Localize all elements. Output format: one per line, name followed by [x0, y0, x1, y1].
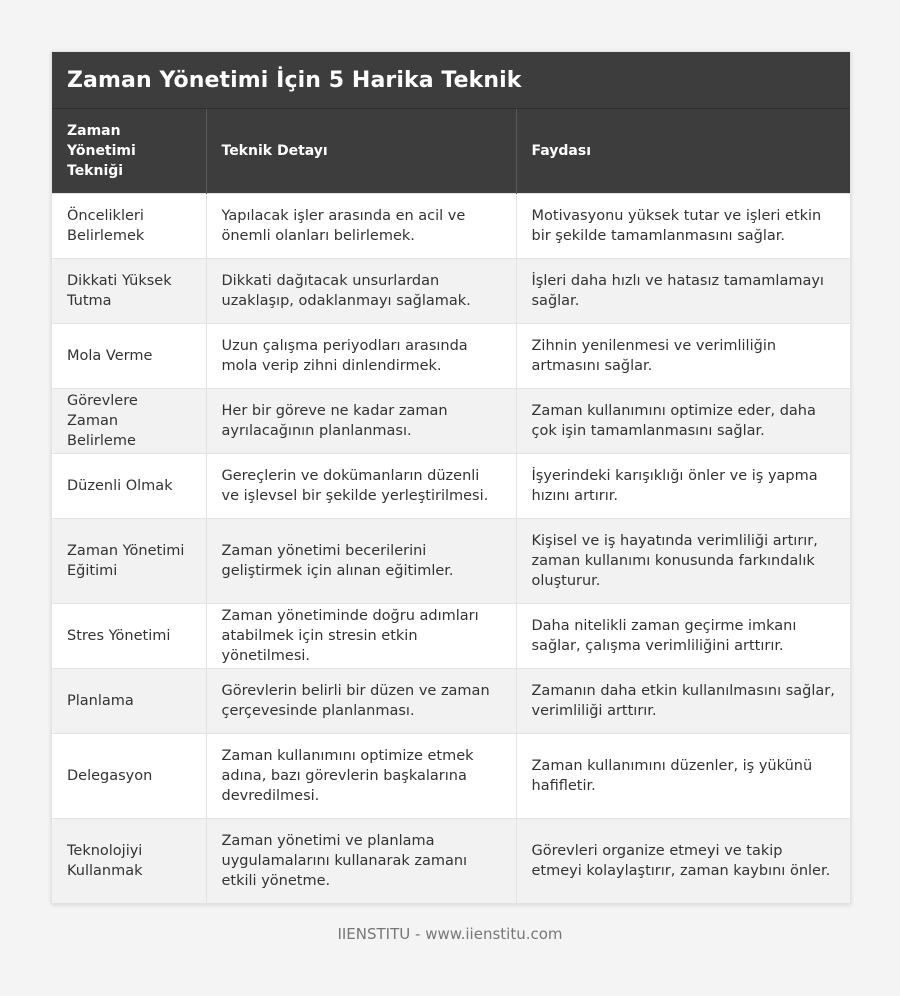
cell-detail: Dikkati dağıtacak unsurlardan uzaklaşıp, odaklanmayı sağlamak.	[206, 258, 516, 323]
cell-detail: Zaman yönetiminde doğru adımları atabilmek için stresin etkin yönetilmesi.	[206, 603, 516, 668]
cell-technique: Planlama	[52, 668, 206, 733]
cell-benefit: Zihnin yenilenmesi ve verimliliğin artmasını sağlar.	[516, 323, 850, 388]
cell-technique: Teknolojiyi Kullanmak	[52, 818, 206, 903]
cell-detail: Görevlerin belirli bir düzen ve zaman çerçevesinde planlanması.	[206, 668, 516, 733]
cell-benefit: Motivasyonu yüksek tutar ve işleri etkin bir şekilde tamamlanmasını sağlar.	[516, 193, 850, 258]
cell-benefit: Zaman kullanımını düzenler, iş yükünü hafifletir.	[516, 733, 850, 818]
cell-detail: Zaman kullanımını optimize etmek adına, bazı görevlerin başkalarına devredilmesi.	[206, 733, 516, 818]
table-row	[52, 733, 850, 818]
cell-technique: Düzenli Olmak	[52, 453, 206, 518]
cell-benefit: Zaman kullanımını optimize eder, daha çok işin tamamlanmasını sağlar.	[516, 388, 850, 453]
table-row	[52, 818, 850, 903]
column-header-technique: Zaman Yönetimi Tekniği	[52, 109, 206, 193]
cell-benefit: İşyerindeki karışıklığı önler ve iş yapma hızını artırır.	[516, 453, 850, 518]
cell-technique: Dikkati Yüksek Tutma	[52, 258, 206, 323]
cell-detail: Gereçlerin ve dokümanların düzenli ve işlevsel bir şekilde yerleştirilmesi.	[206, 453, 516, 518]
cell-technique: Mola Verme	[52, 323, 206, 388]
table-row	[52, 603, 850, 668]
cell-technique: Delegasyon	[52, 733, 206, 818]
techniques-table	[52, 109, 850, 903]
cell-technique: Zaman Yönetimi Eğitimi	[52, 518, 206, 603]
table-row	[52, 518, 850, 603]
table-row	[52, 258, 850, 323]
column-header-detail: Teknik Detayı	[206, 109, 516, 193]
cell-detail: Uzun çalışma periyodları arasında mola verip zihni dinlendirmek.	[206, 323, 516, 388]
cell-benefit: Kişisel ve iş hayatında verimliliği artırır, zaman kullanımı konusunda farkındalık oluşturur.	[516, 518, 850, 603]
cell-benefit: Daha nitelikli zaman geçirme imkanı sağlar, çalışma verimliliğini arttırır.	[516, 603, 850, 668]
table-row	[52, 453, 850, 518]
cell-benefit: Zamanın daha etkin kullanılmasını sağlar, verimliliği arttırır.	[516, 668, 850, 733]
table-row	[52, 323, 850, 388]
table-row	[52, 193, 850, 258]
header-row	[52, 109, 850, 193]
cell-detail: Zaman yönetimi ve planlama uygulamalarını kullanarak zamanı etkili yönetme.	[206, 818, 516, 903]
column-header-benefit: Faydası	[516, 109, 850, 193]
table-title: Zaman Yönetimi İçin 5 Harika Teknik	[67, 67, 522, 93]
title-bar	[52, 52, 850, 109]
techniques-table-card	[51, 51, 851, 904]
table-row	[52, 668, 850, 733]
cell-benefit: Görevleri organize etmeyi ve takip etmeyi kolaylaştırır, zaman kaybını önler.	[516, 818, 850, 903]
footer-credit: IIENSTITU - www.iienstitu.com	[337, 925, 563, 943]
cell-technique: Öncelikleri Belirlemek	[52, 193, 206, 258]
cell-technique: Görevlere Zaman Belirleme	[52, 388, 206, 453]
cell-technique: Stres Yönetimi	[52, 603, 206, 668]
cell-detail: Her bir göreve ne kadar zaman ayrılacağının planlanması.	[206, 388, 516, 453]
cell-detail: Zaman yönetimi becerilerini geliştirmek için alınan eğitimler.	[206, 518, 516, 603]
cell-detail: Yapılacak işler arasında en acil ve önemli olanları belirlemek.	[206, 193, 516, 258]
table-row	[52, 388, 850, 453]
cell-benefit: İşleri daha hızlı ve hatasız tamamlamayı sağlar.	[516, 258, 850, 323]
